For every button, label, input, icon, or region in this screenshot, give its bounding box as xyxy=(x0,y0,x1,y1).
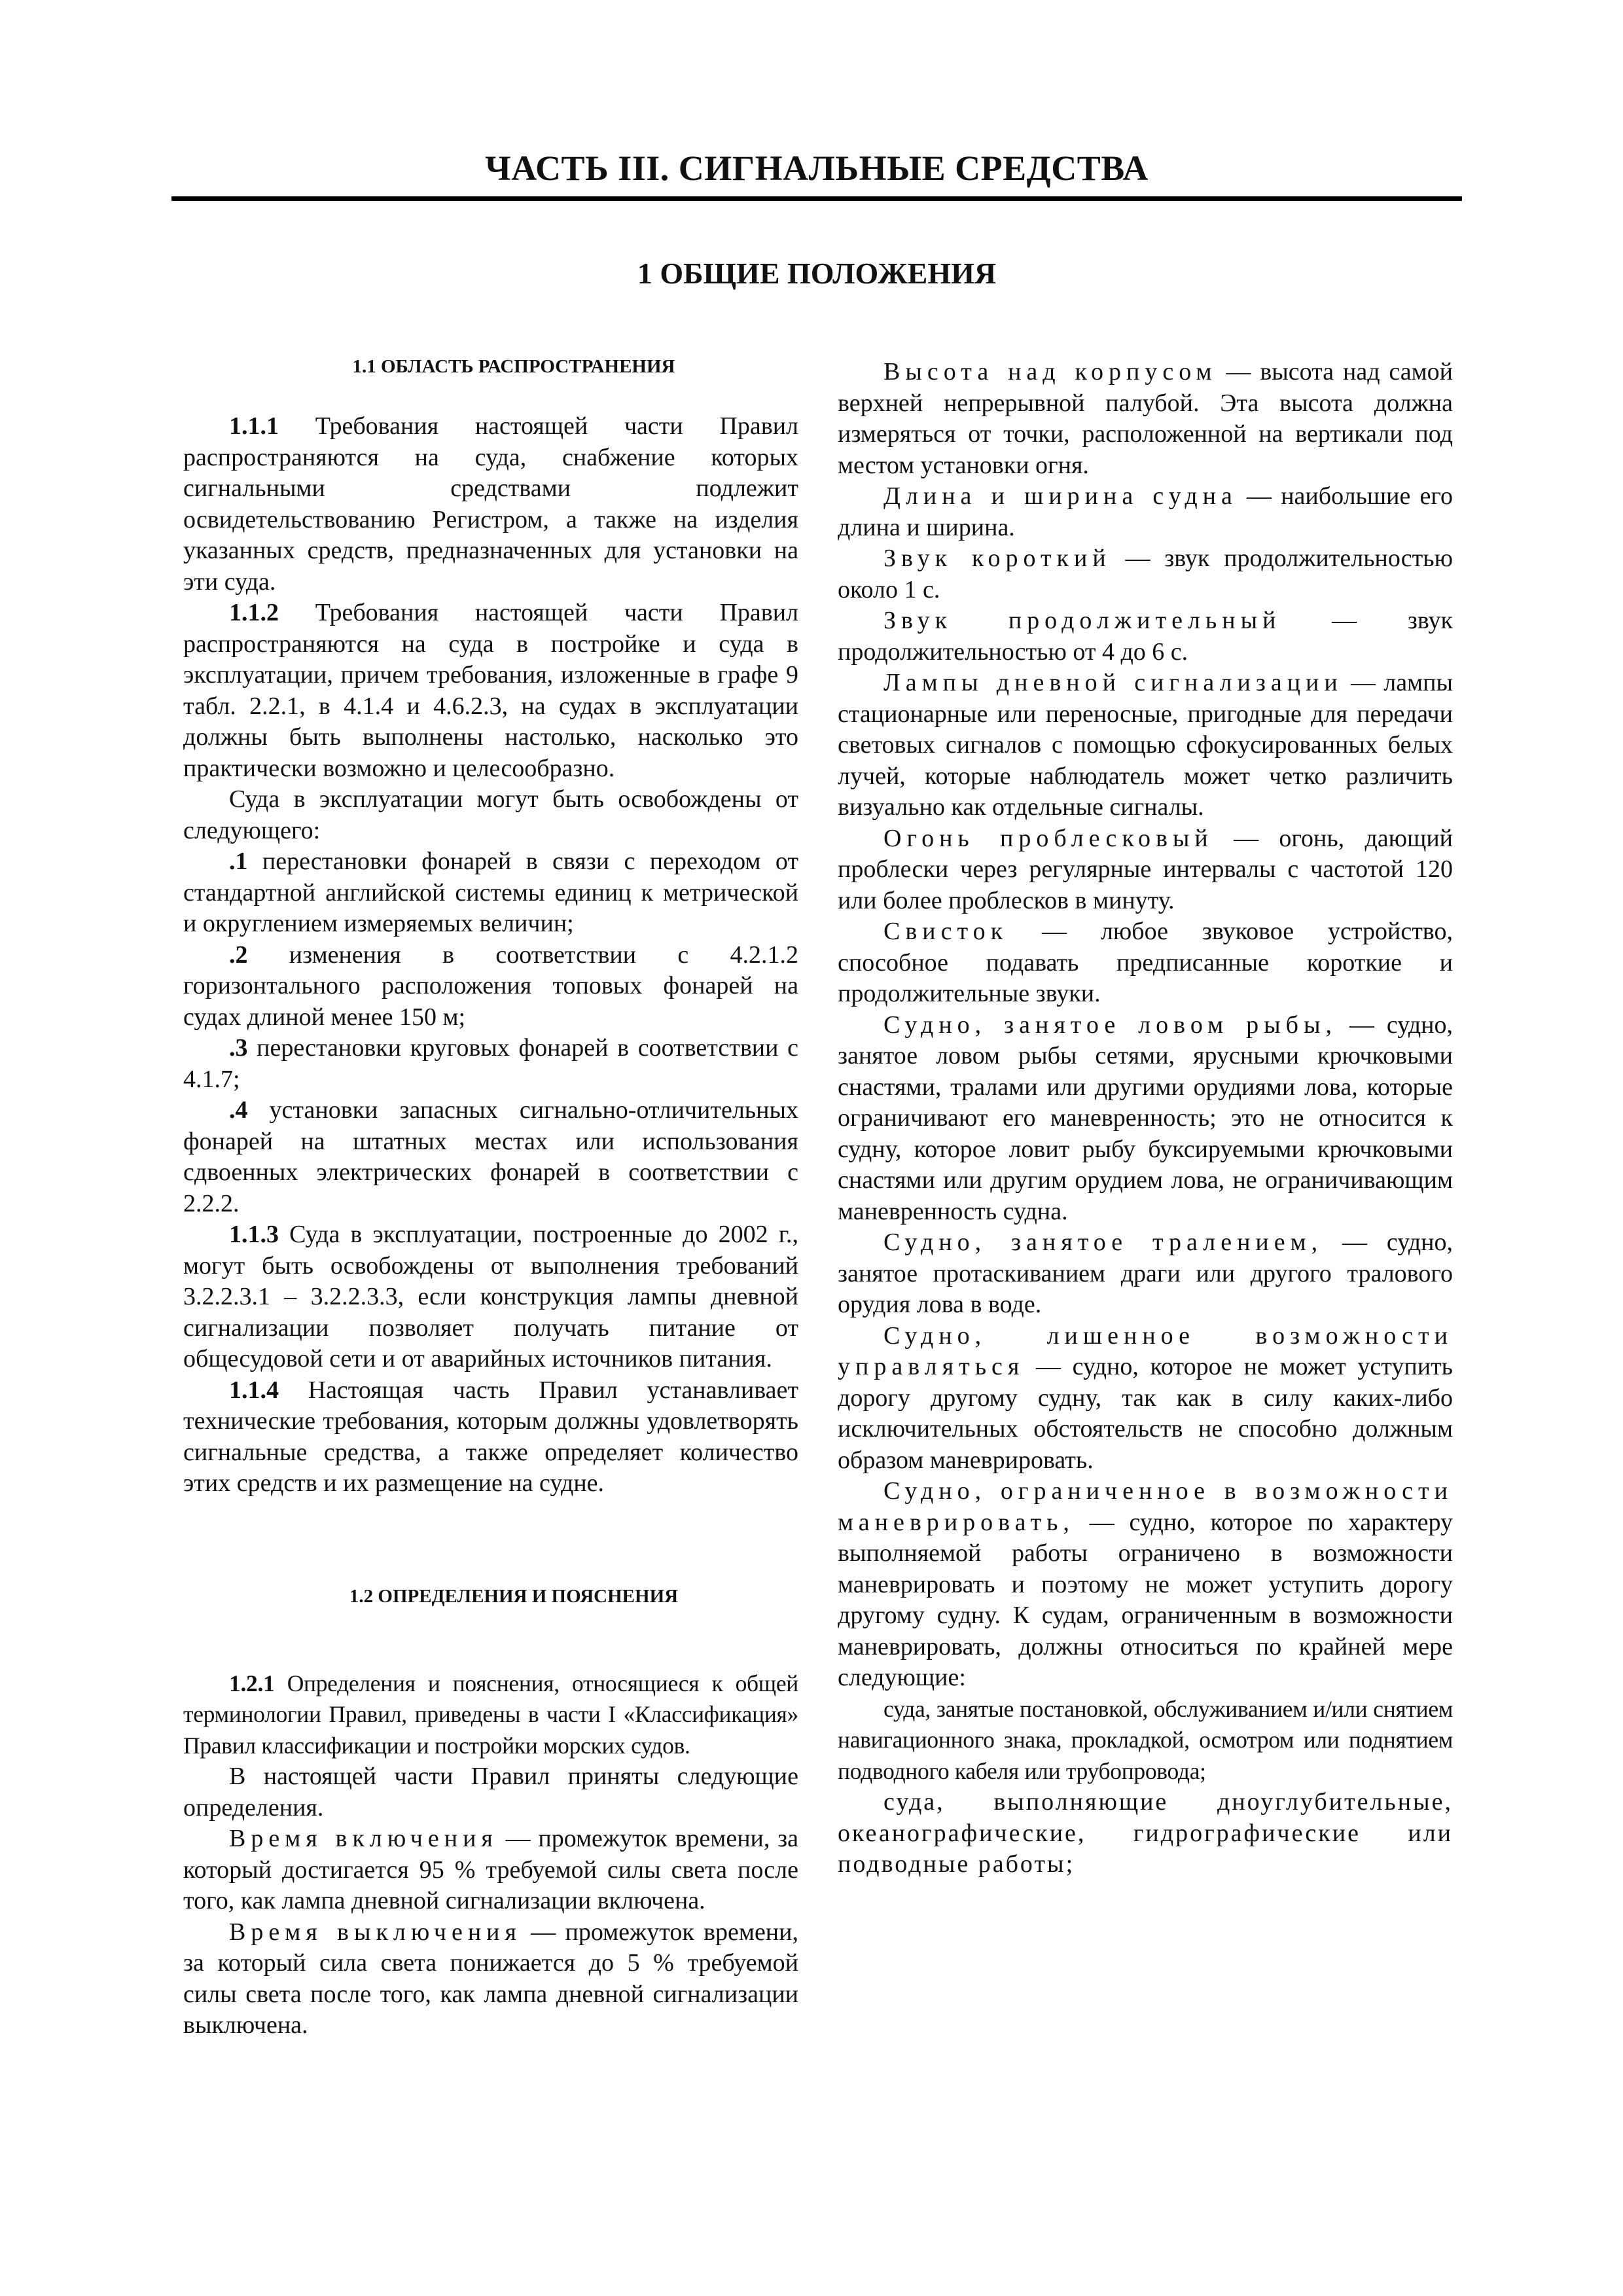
list-item-4 xyxy=(183,1095,798,1219)
list-item-2 xyxy=(183,940,798,1033)
paragraph-number: 1.1.4 xyxy=(229,1376,279,1404)
list-item-1 xyxy=(183,846,798,940)
definition-text: — судно, занятое ловом рыбы сетями, ярусными крючковыми снастями, тралами или другими орудиями лова, которые ограничивают его маневренность; это не относится к судну, которое ловит рыбу буксируемыми крючковыми снастями или другим орудием лова, не ограничивающим маневренность судна. xyxy=(838,1011,1453,1225)
item-number: .1 xyxy=(229,848,248,875)
definition-text: — судно, которое не может уступить дорогу другому судну, так как в силу каких-либо исключительных обстоятельств не способно должным образом маневрировать. xyxy=(838,1353,1453,1474)
definition-term: Судно, занятое тралением, xyxy=(883,1229,1323,1256)
restricted-vessels-item-1: суда, занятые постановкой, обслуживанием и/или снятием навигационного знака, прокладкой, осмотром или поднятием подводного кабеля или трубопровода; xyxy=(838,1695,1453,1784)
title-rule xyxy=(171,196,1462,201)
paragraph-1-1-2 xyxy=(183,598,798,784)
paragraph-text: Суда в эксплуатации, построенные до 2002 г., могут быть освобождены от выполнения требований 3.2.2.3.1 – 3.2.2.3.3, если конструкция лампы дневной сигнализации позволяет получать питание от общесудовой сети и от аварийных источников питания. xyxy=(183,1221,798,1372)
part-title: ЧАСТЬ III. СИГНАЛЬНЫЕ СРЕДСТВА xyxy=(485,149,1149,188)
definition-text: — любое звуковое устройство, способное подавать предписанные короткие и продолжительные звуки. xyxy=(838,918,1453,1007)
item-text: перестановки круговых фонарей в соответствии с 4.1.7; xyxy=(183,1034,798,1093)
definition-text: — звук продолжительностью от 4 до 6 с. xyxy=(838,607,1453,666)
left-column xyxy=(183,353,798,2041)
definition-term: Длина и ширина судна xyxy=(883,482,1238,510)
definition-term: Время включения xyxy=(229,1825,498,1852)
definition-text: — лампы стационарные или переносные, пригодные для передачи световых сигналов с помощью сфокусированных белых лучей, которые наблюдатель может четко различить визуально как отдельные сигналы. xyxy=(838,669,1453,821)
definition-text: — звук продолжительностью около 1 с. xyxy=(838,545,1453,603)
definition-term: Свисток xyxy=(883,918,1008,945)
definition-text: — промежуток времени, за который сила света понижается до 5 % требуемой силы света после того, как лампа дневной сигнализации выключена. xyxy=(183,1918,798,2039)
definition-text: — промежуток времени, за который достигается 95 % требуемой силы света после того, как лампа дневной сигнализации включена. xyxy=(183,1825,798,1914)
definition-term: Огонь проблесковый xyxy=(883,824,1213,852)
paragraph-number: 1.1.3 xyxy=(229,1221,279,1248)
definition-term: Судно, лишенное возможности управляться xyxy=(838,1321,1453,1380)
paragraph-text: Требования настоящей части Правил распространяются на суда в постройке и суда в эксплуатации, причем требования, изложенные в графе 9 табл. 2.2.1, в 4.1.4 и 4.6.2.3, на судах в эксплуатации должны быть выполнены настолько, насколько это практически возможно и целесообразно. xyxy=(183,599,798,782)
definition-vessel-trawling xyxy=(838,1227,1453,1321)
definition-vessel-not-under-command xyxy=(838,1321,1453,1477)
item-number: .3 xyxy=(229,1034,248,1062)
definition-term: Судно, занятое ловом рыбы, xyxy=(883,1011,1337,1039)
definition-switch-on-time xyxy=(183,1823,798,1917)
definition-text: — наибольшие его длина и ширина. xyxy=(838,482,1454,541)
paragraph-1-1-4 xyxy=(183,1375,798,1499)
item-text: установки запасных сигнально-отличительных фонарей на штатных местах или использования сдвоенных электрических фонарей в соответствии с 2.2.2. xyxy=(183,1096,798,1217)
definition-daylight-signalling-lamps xyxy=(838,668,1453,823)
paragraph-1-1-3 xyxy=(183,1219,798,1375)
definition-whistle xyxy=(838,916,1453,1010)
definition-switch-off-time xyxy=(183,1917,798,2041)
restricted-vessels-item-2: суда, выполняющие дноуглубительные, океанографические, гидрографические или подводные работы; xyxy=(838,1788,1453,1878)
definition-flashing-light xyxy=(838,823,1453,917)
paragraph-number: 1.2.1 xyxy=(229,1670,275,1696)
definition-term: Звук короткий xyxy=(883,545,1111,572)
definition-height-above-hull xyxy=(838,357,1453,481)
definition-term: Лампы дневной сигнализации xyxy=(883,669,1343,696)
definition-length-breadth xyxy=(838,481,1453,543)
chapter-title: 1 ОБЩИЕ ПОЛОЖЕНИЯ xyxy=(637,257,997,290)
list-item-3 xyxy=(183,1033,798,1095)
right-column xyxy=(838,357,1453,1880)
definition-vessel-fishing xyxy=(838,1010,1453,1228)
section-heading-1-1: 1.1 ОБЛАСТЬ РАСПРОСТРАНЕНИЯ xyxy=(352,356,675,377)
definition-term: Высота над корпусом xyxy=(883,358,1217,386)
definition-term: Звук продолжительный xyxy=(883,607,1281,634)
definition-text: — высота над самой верхней непрерывной палубой. Эта высота должна измеряться от точки, расположенной на вертикали под местом установки огня. xyxy=(838,358,1454,479)
definition-text: — огонь, дающий проблески через регулярные интервалы с частотой 120 или более проблесков в минуту. xyxy=(838,824,1453,914)
item-number: .2 xyxy=(229,941,248,969)
paragraph-1-2-1-cont: В настоящей части Правил приняты следующие определения. xyxy=(183,1763,798,1821)
paragraph-1-2-1 xyxy=(183,1668,798,1762)
item-text: изменения в соответствии с 4.2.1.2 горизонтального расположения топовых фонарей на судах длиной менее 150 м; xyxy=(183,941,798,1031)
paragraph-number: 1.1.1 xyxy=(229,412,279,440)
paragraph-number: 1.1.2 xyxy=(229,599,279,626)
definition-term: Время выключения xyxy=(229,1918,522,1946)
paragraph-text: Настоящая часть Правил устанавливает технические требования, которым должны удовлетворять сигнальные средства, а также определяет количество этих средств и их размещение на судне. xyxy=(183,1376,798,1497)
definition-text: — судно, которое по характеру выполняемой работы ограничено в возможности маневрировать и поэтому не может уступить дорогу другому судну. К судам, ограниченным в возможности маневрировать, должны относиться по крайней мере следующие: xyxy=(838,1508,1453,1691)
section-heading-1-2: 1.2 ОПРЕДЕЛЕНИЯ И ПОЯСНЕНИЯ xyxy=(349,1585,679,1607)
item-number: .4 xyxy=(229,1096,248,1124)
definition-short-blast xyxy=(838,543,1453,605)
paragraph-1-1-1 xyxy=(183,411,798,598)
item-text: перестановки фонарей в связи с переходом от стандартной английской системы единиц к метрической и округлением измеряемых величин; xyxy=(183,848,798,937)
definition-vessel-restricted-manoeuvre xyxy=(838,1476,1453,1694)
definition-term: Судно, ограниченное в возможности маневрировать, xyxy=(838,1477,1453,1536)
definition-prolonged-blast xyxy=(838,605,1453,668)
paragraph-1-1-2-cont: Суда в эксплуатации могут быть освобождены от следующего: xyxy=(183,785,798,844)
paragraph-text: Требования настоящей части Правил распространяются на суда, снабжение которых сигнальными средствами подлежит освидетельствованию Регистром, а также на изделия указанных средств, предназначенных для установки на эти суда. xyxy=(183,412,798,596)
paragraph-text: Определения и пояснения, относящиеся к общей терминологии Правил, приведены в части I «Классификация» Правил классификации и постройки морских судов. xyxy=(183,1670,798,1759)
definition-text: — судно, занятое протаскиванием драги или другого тралового орудия лова в воде. xyxy=(838,1229,1453,1318)
